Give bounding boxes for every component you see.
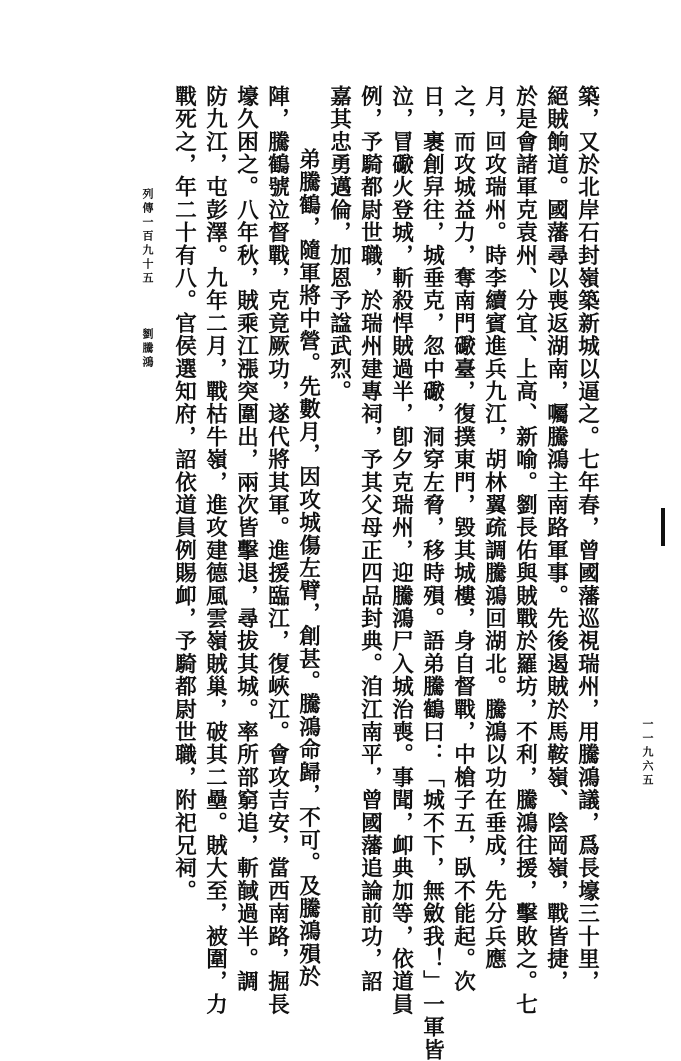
text-column: 絕賊餉道。國藩尋以喪返湖南，囑騰鴻主南路軍事。先後遏賊於馬鞍嶺、陰岡嶺，戰皆捷， [543,85,569,993]
running-header-chapter: 列傳一百九十五 [141,188,154,286]
text-column: 例，予騎都尉世職，於瑞州建專祠，予其父母正四品封典。洎江南平，曾國藩追論前功，詔 [357,85,383,993]
text-column: 壕久困之。八年秋，賊乘江漲突圍出，兩次皆擊退，尋拔其城。率所部窮追，斬馘過半。調 [233,85,259,993]
text-column: 陣，騰鶴號泣督戰，克竟厥功，遂代將其軍。進援臨江，復峽江。會攻吉安，當西南路，掘長 [264,85,290,1016]
text-column: 嘉其忠勇邁倫，加恩予諡武烈。 [326,85,352,403]
text-column: 月，回攻瑞州。時李續賓進兵九江，胡林翼疏調騰鴻回湖北。騰鴻以功在垂成，先分兵應 [481,85,507,971]
text-column: 之，而攻城益力，奪南門礮臺，復撲東門，毀其城樓，身自督戰，中槍子五，臥不能起。次 [450,85,476,993]
running-header-name: 劉騰鴻 [141,328,154,370]
text-column: 日，裹創舁往，城垂克，忽中礮，洞穿左脅，移時殞。語弟騰鶴曰：「城不下，無斂我！」一軍皆 [419,85,445,1061]
text-column: 弟騰鶴，隨軍將中營。先數月，因攻城傷左臂，創甚。騰鴻命歸，不可。及騰鴻殞於 [295,148,321,988]
text-column: 於是會諸軍克袁州、分宜、上高、新喻。劉長佑與賊戰於羅坊，不利，騰鴻往援，擊敗之。七 [512,85,538,1016]
page-marker-bar [661,508,665,546]
text-column: 泣，冒礮火登城，斬殺悍賊過半，卽夕克瑞州，迎騰鴻尸入城治喪。事聞，卹典加等，依道員 [388,85,414,1016]
page-number: 一一九六五 [641,718,654,788]
text-column: 戰死之，年二十有八。官侯選知府，詔依道員例賜卹，予騎都尉世職，附祀兄祠。 [171,85,197,903]
text-column: 防九江，屯彭澤。九年二月，戰枯牛嶺，進攻建德風雲嶺賊巢，破其二壘。賊大至，被圍，力 [202,85,228,1016]
text-column: 築，又於北岸石封嶺築新城以逼之。七年春，曾國藩巡視瑞州，用騰鴻議，爲長壕三十里， [574,85,600,993]
